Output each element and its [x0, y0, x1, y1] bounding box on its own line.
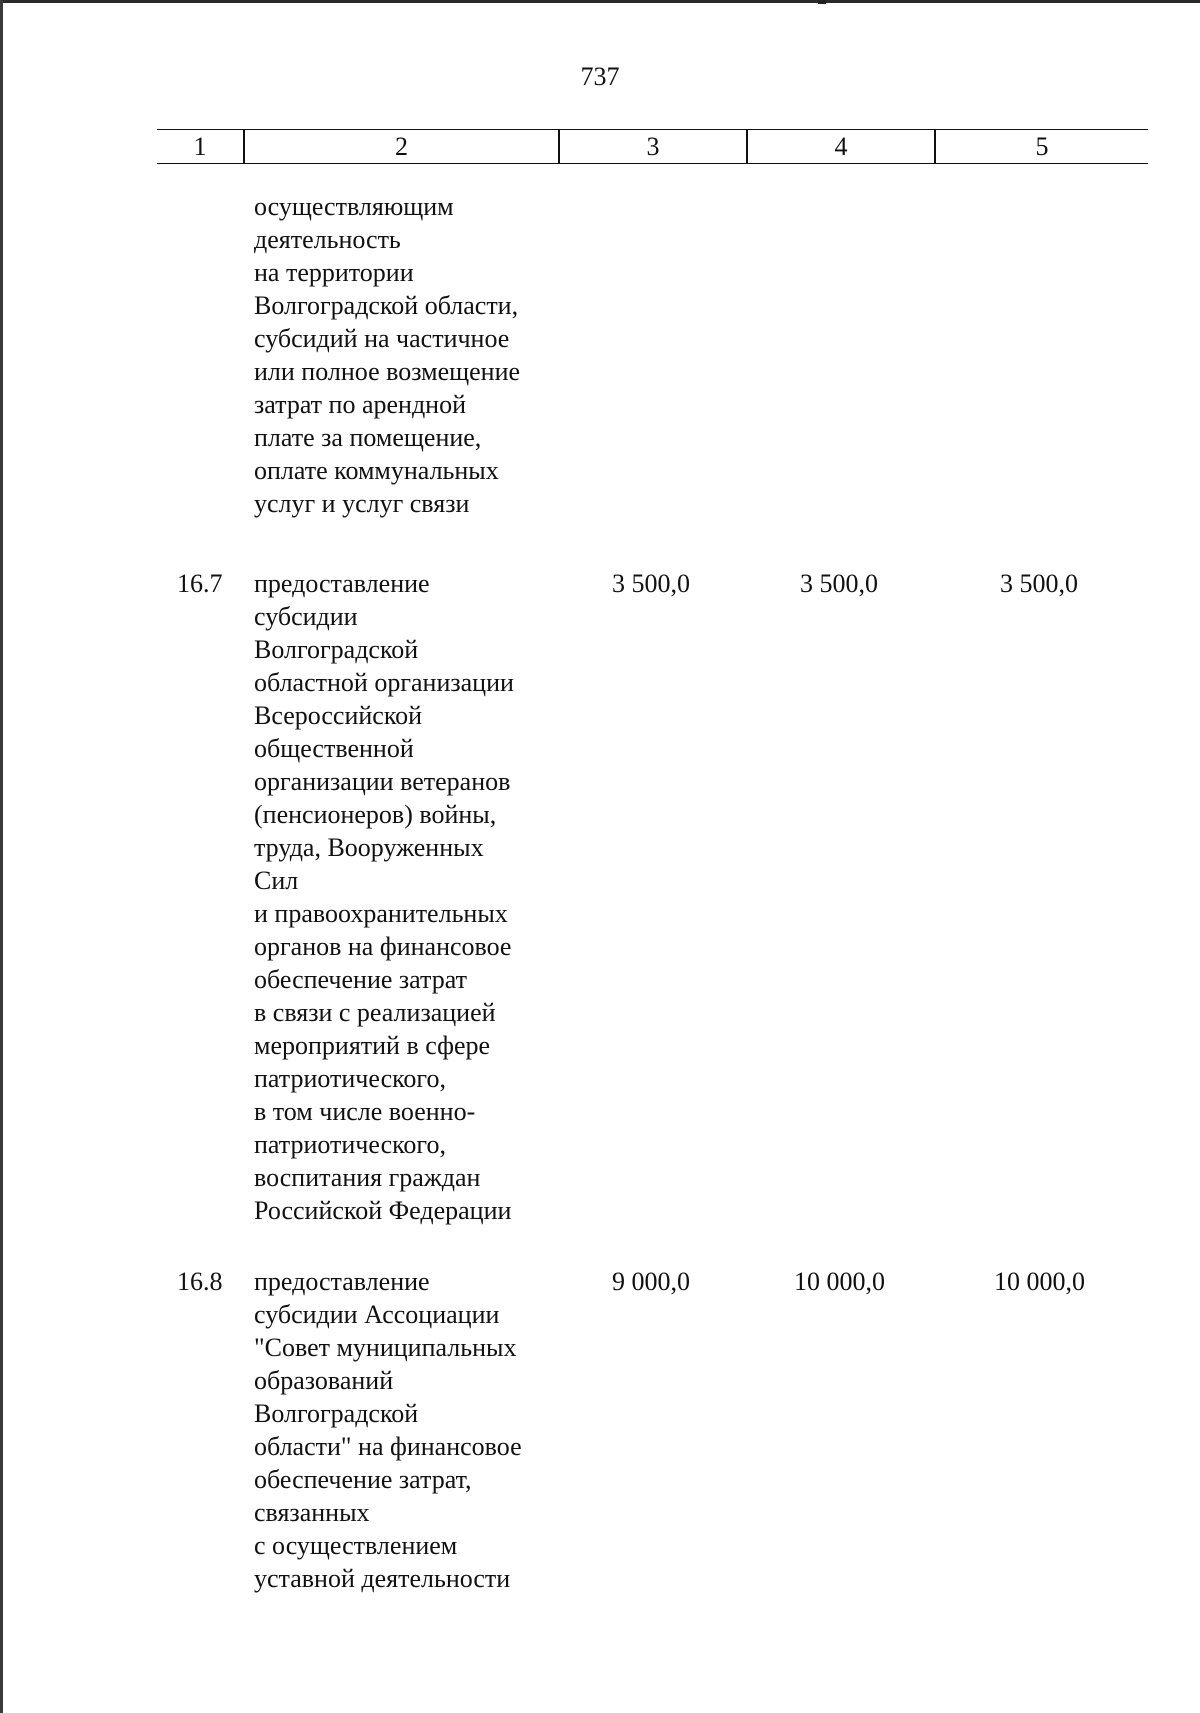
row-description: предоставление субсидии Ассоциации "Совет муниципальных образований Волгоградской области" на финансовое обеспечение затрат, связанных с осуществлением уставной деятельности [254, 1267, 522, 1593]
scan-left-edge [0, 0, 3, 1713]
row-description: предоставление субсидии Волгоградской областной организации Всероссийской общественной организации ветеранов (пенсионеров) войны, труда, Вооруженных Сил и правоохранительных органов на финансовое обеспечение затрат в связи с реализацией мероприятий в сфере патриотического, в том числе военно- патриотического, воспитания граждан Российской Федерации [254, 569, 514, 1225]
scan-top-edge [0, 0, 1200, 3]
row-value-col-3: 9 000,0 [612, 1267, 690, 1296]
scan-edge-mark [818, 0, 826, 4]
row-value-col-4: 10 000,0 [794, 1267, 885, 1296]
row-value-col-3: 3 500,0 [612, 569, 690, 598]
header-col-3: 3 [646, 132, 660, 161]
header-col-4: 4 [834, 132, 848, 161]
row-description: осуществляющим деятельность на территории Волгоградской области, субсидий на частичное или полное возмещение затрат по арендной плате за помещение, оплате коммунальных услуг и услуг связи [254, 192, 521, 518]
header-col-2: 2 [395, 132, 408, 161]
header-col-1: 1 [193, 132, 207, 161]
row-number: 16.8 [177, 1267, 223, 1296]
header-col-5: 5 [1035, 132, 1049, 161]
table-header [157, 129, 1148, 164]
row-number: 16.7 [177, 569, 223, 598]
row-value-col-4: 3 500,0 [800, 569, 878, 598]
row-value-col-5: 3 500,0 [1000, 569, 1078, 598]
page-number: 737 [580, 62, 620, 91]
row-value-col-5: 10 000,0 [994, 1267, 1085, 1296]
